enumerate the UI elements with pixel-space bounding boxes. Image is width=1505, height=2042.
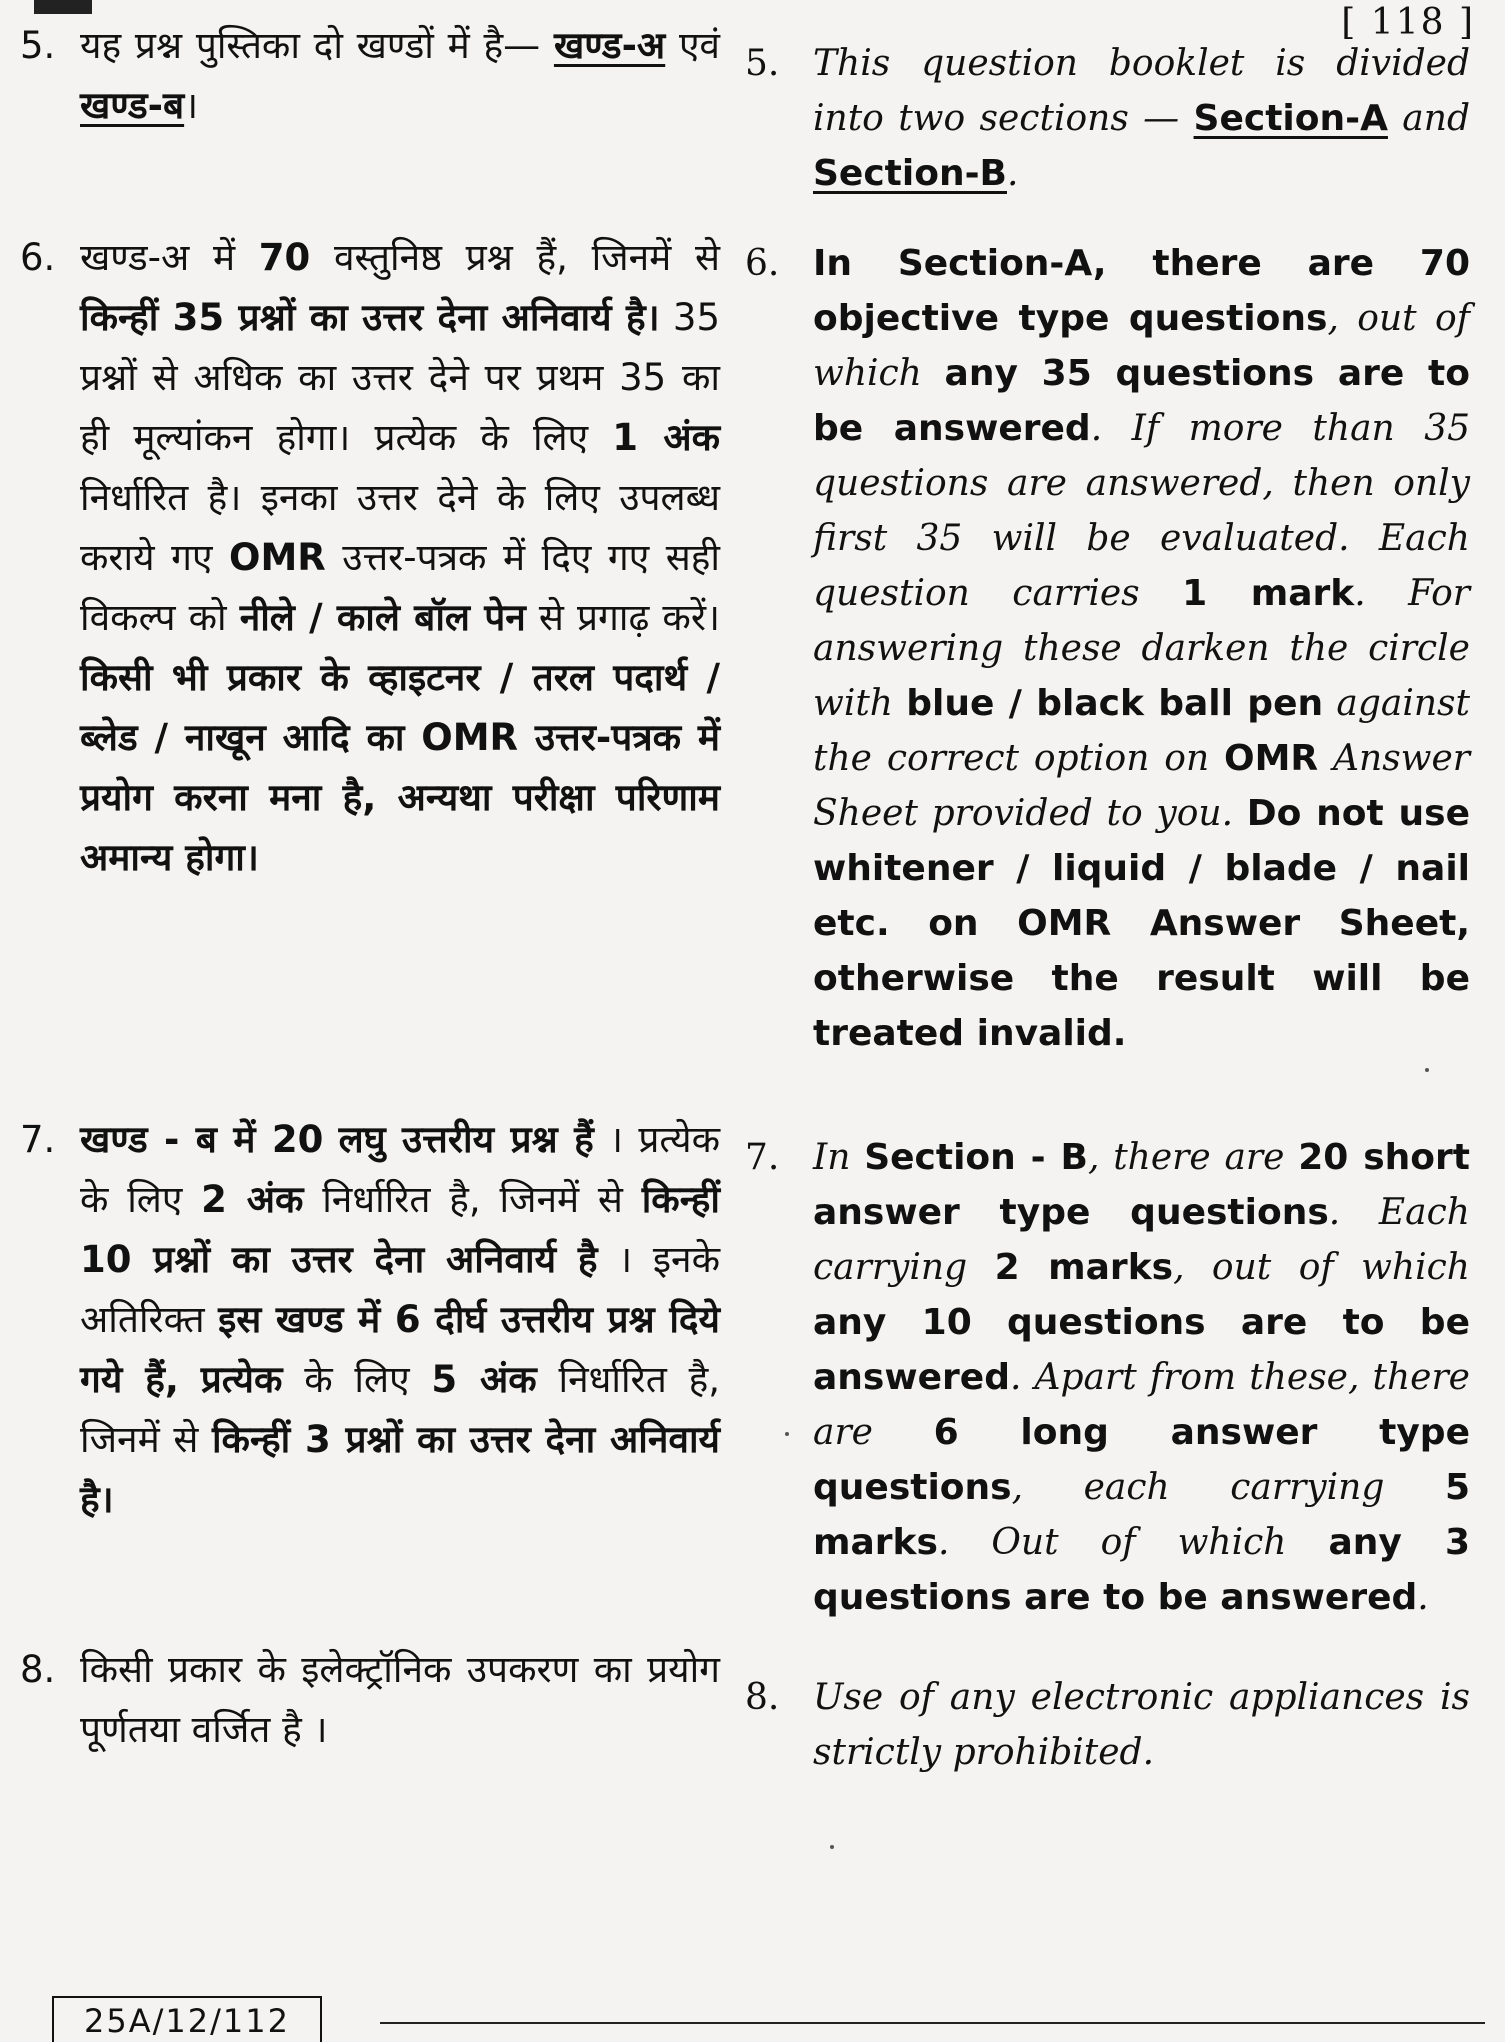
section-b-label: Section-B: [813, 153, 1007, 194]
instruction-5-english: 5. This question booklet is divided into two sections — Section-A and Section-B.: [745, 36, 1470, 201]
item-number: 6.: [20, 236, 56, 279]
instruction-7-english: 7. In Section - B, there are 20 short answer type questions. Each carrying 2 marks, out of which any 10 questions are to be answered. Apart from these, there are 6 long answer type questions, each carrying 5 marks. Out of which any 3 questions are to be answered.: [745, 1130, 1470, 1625]
page-number: [ 118 ]: [1341, 2, 1475, 43]
paper-code: 25A/12/112: [52, 1996, 322, 2042]
item-number: 7.: [745, 1137, 780, 1178]
item-number: 8.: [745, 1677, 780, 1718]
instruction-6-hindi: 6. खण्ड-अ में 70 वस्तुनिष्ठ प्रश्न हैं, जिनमें से किन्हीं 35 प्रश्नों का उत्तर देना अनिवार्य है। 35 प्रश्नों से अधिक का उत्तर देने पर प्रथम 35 का ही मूल्यांकन होगा। प्रत्येक के लिए 1 अंक निर्धारित है। इनका उत्तर देने के लिए उपलब्ध कराये गए OMR उत्तर-पत्रक में दिए गए सही विकल्प को नीले / काले बॉल पेन से प्रगाढ़ करें। किसी भी प्रकार के व्हाइटनर / तरल पदार्थ / ब्लेड / नाखून आदि का OMR उत्तर-पत्रक में प्रयोग करना मना है, अन्यथा परीक्षा परिणाम अमान्य होगा।: [20, 228, 720, 888]
instruction-8-english: 8. Use of any electronic appliances is strictly prohibited.: [745, 1670, 1470, 1780]
section-a-label: खण्ड-अ: [553, 24, 666, 67]
instruction-8-hindi: 8. किसी प्रकार के इलेक्ट्रॉनिक उपकरण का प्रयोग पूर्णतया वर्जित है ।: [20, 1640, 720, 1760]
print-speck: [1425, 1068, 1429, 1072]
section-a-label: Section-A: [1193, 98, 1388, 139]
print-speck: [830, 1845, 834, 1849]
instruction-6-english: 6. In Section-A, there are 70 objective type questions, out of which any 35 questions are to be answered. If more than 35 questions are answered, then only first 35 will be evaluated. Each question carries 1 mark. For answering these darken the circle with blue / black ball pen against the correct option on OMR Answer Sheet provided to you. Do not use whitener / liquid / blade / nail etc. on OMR Answer Sheet, otherwise the result will be treated invalid.: [745, 236, 1470, 1061]
item-number: 7.: [20, 1118, 56, 1161]
item-number: 5.: [745, 43, 780, 84]
item-number: 5.: [20, 24, 56, 67]
footer-rule: [380, 2022, 1485, 2024]
corner-mark: [34, 0, 92, 14]
instruction-5-hindi: 5. यह प्रश्न पुस्तिका दो खण्डों में है— खण्ड-अ एवं खण्ड-ब।: [20, 16, 720, 136]
instruction-7-hindi: 7. खण्ड - ब में 20 लघु उत्तरीय प्रश्न हैं । प्रत्येक के लिए 2 अंक निर्धारित है, जिनमें से किन्हीं 10 प्रश्नों का उत्तर देना अनिवार्य है । इनके अतिरिक्त इस खण्ड में 6 दीर्घ उत्तरीय प्रश्न दिये गये हैं, प्रत्येक के लिए 5 अंक निर्धारित है, जिनमें से किन्हीं 3 प्रश्नों का उत्तर देना अनिवार्य है।: [20, 1110, 720, 1530]
item-number: 8.: [20, 1648, 56, 1691]
print-speck: [785, 1432, 789, 1436]
section-b-label: खण्ड-ब: [80, 84, 185, 127]
item-number: 6.: [745, 243, 780, 284]
